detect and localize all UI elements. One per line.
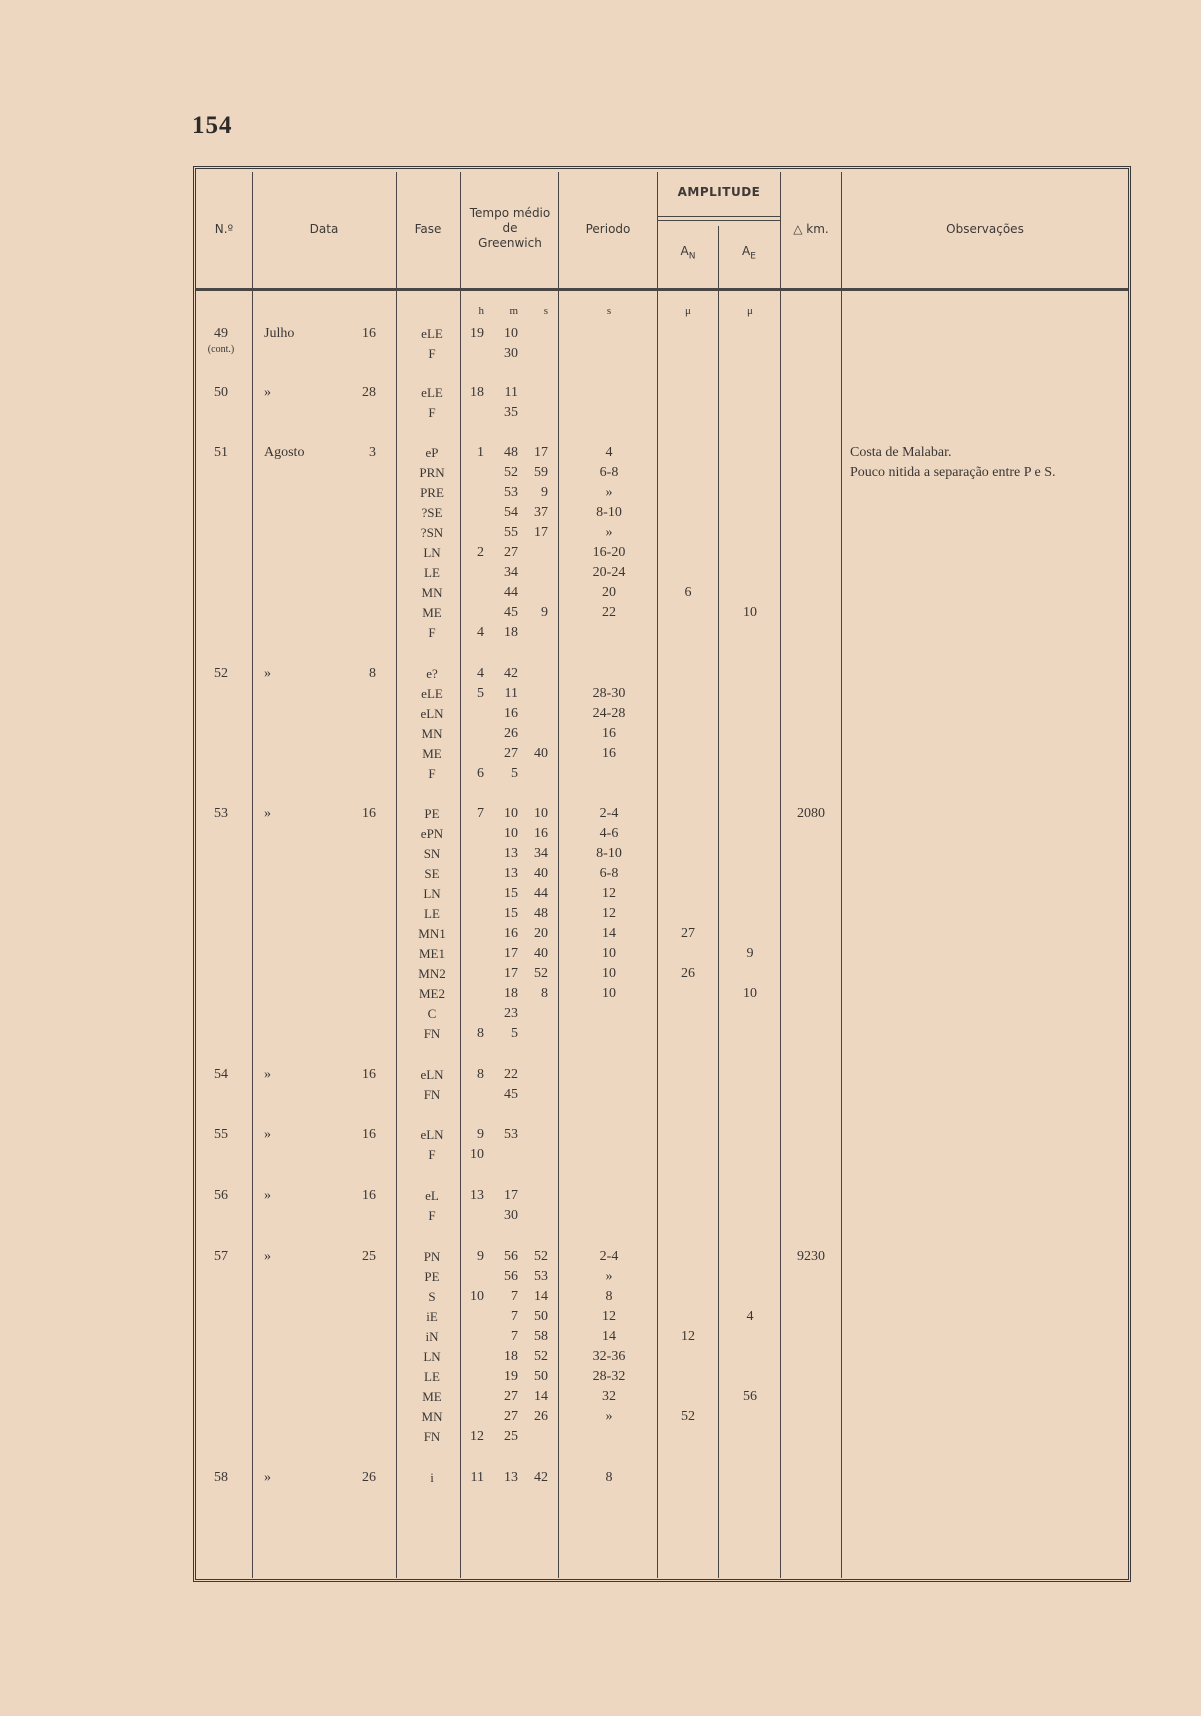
row-periodo: 12	[602, 1309, 616, 1324]
row-fase: S	[428, 1289, 436, 1304]
row-minutes: 11	[504, 686, 518, 701]
row-minutes: 15	[504, 906, 518, 921]
row-fase: F	[428, 1147, 436, 1162]
row-hours: 7	[477, 806, 484, 821]
row-amplitude-e: 9	[746, 946, 754, 961]
row-minutes: 27	[504, 1389, 518, 1404]
row-day: 16	[362, 326, 376, 341]
row-number: 53	[214, 806, 228, 821]
row-number: 51	[214, 445, 228, 460]
row-hours: 9	[477, 1127, 484, 1142]
row-fase: F	[428, 1208, 436, 1223]
row-seconds: 42	[534, 1470, 548, 1485]
row-minutes: 7	[511, 1289, 518, 1304]
row-month: »	[264, 1249, 271, 1264]
row-fase: e?	[426, 666, 438, 681]
row-minutes: 7	[511, 1309, 518, 1324]
row-seconds: 37	[534, 505, 548, 520]
row-minutes: 48	[504, 445, 518, 460]
row-day: 16	[362, 1127, 376, 1142]
row-fase: PE	[424, 806, 440, 821]
row-hours: 13	[470, 1188, 484, 1203]
row-minutes: 56	[504, 1249, 518, 1264]
row-minutes: 45	[504, 605, 518, 620]
row-periodo: 8-10	[596, 505, 622, 520]
row-minutes: 5	[511, 766, 518, 781]
row-month: »	[264, 1470, 271, 1485]
row-seconds: 58	[534, 1329, 548, 1344]
row-minutes: 11	[504, 385, 518, 400]
col-rule-data	[252, 172, 253, 1578]
unit-s: s	[543, 305, 548, 317]
row-hours: 4	[477, 666, 484, 681]
row-minutes: 18	[504, 986, 518, 1001]
header-obs: Observações	[946, 222, 1024, 236]
row-minutes: 52	[504, 465, 518, 480]
col-rule-km	[780, 172, 781, 1578]
row-periodo: »	[605, 1269, 613, 1284]
row-minutes: 45	[504, 1087, 518, 1102]
row-distance-km: 2080	[797, 806, 825, 821]
row-periodo: 32	[602, 1389, 616, 1404]
row-minutes: 19	[504, 1369, 518, 1384]
row-fase: eLN	[420, 1067, 444, 1082]
row-minutes: 27	[504, 1409, 518, 1424]
row-minutes: 13	[504, 1470, 518, 1485]
row-minutes: 17	[504, 946, 518, 961]
row-seconds: 34	[534, 846, 548, 861]
header-ae: $A_E$	[742, 244, 756, 262]
row-number: 56	[214, 1188, 228, 1203]
row-periodo: 14	[602, 926, 616, 941]
amplitude-rule	[657, 216, 780, 217]
row-seconds: 20	[534, 926, 548, 941]
col-rule-ae	[718, 226, 719, 1578]
row-periodo: 8	[605, 1289, 613, 1304]
row-fase: LE	[424, 906, 440, 921]
row-minutes: 42	[504, 666, 518, 681]
row-seconds: 52	[534, 966, 548, 981]
row-periodo: »	[605, 485, 613, 500]
row-amplitude-n: 52	[681, 1409, 695, 1424]
row-day: 25	[362, 1249, 376, 1264]
header-tempo-3: Greenwich	[478, 236, 542, 250]
row-minutes: 30	[504, 346, 518, 361]
table-frame	[193, 166, 1131, 1582]
row-month: »	[264, 385, 271, 400]
row-minutes: 13	[504, 866, 518, 881]
row-seconds: 17	[534, 525, 548, 540]
row-minutes: 17	[504, 1188, 518, 1203]
row-fase: C	[427, 1006, 437, 1021]
row-seconds: 53	[534, 1269, 548, 1284]
row-hours: 18	[470, 385, 484, 400]
row-number: 49	[214, 326, 228, 341]
row-seconds: 9	[541, 605, 548, 620]
row-periodo: 2-4	[599, 806, 619, 821]
row-hours: 8	[477, 1067, 484, 1082]
row-fase: ?SN	[420, 525, 444, 540]
row-fase: eLE	[421, 686, 443, 701]
row-seconds: 59	[534, 465, 548, 480]
row-periodo: 14	[602, 1329, 616, 1344]
row-fase: PE	[424, 1269, 440, 1284]
row-hours: 4	[477, 625, 484, 640]
row-fase: MN1	[418, 926, 446, 941]
row-hours: 11	[470, 1470, 484, 1485]
row-seconds: 48	[534, 906, 548, 921]
row-month: »	[264, 1188, 271, 1203]
row-fase: ME2	[419, 986, 445, 1001]
row-hours: 1	[477, 445, 484, 460]
row-minutes: 27	[504, 746, 518, 761]
row-minutes: 13	[504, 846, 518, 861]
row-minutes: 54	[504, 505, 518, 520]
header-km: △ km.	[793, 222, 829, 236]
row-seconds: 44	[534, 886, 548, 901]
row-fase: FN	[423, 1026, 441, 1041]
header-tempo-2: de	[502, 221, 518, 235]
row-hours: 2	[477, 545, 484, 560]
row-number: 52	[214, 666, 228, 681]
row-periodo: 28-32	[592, 1369, 626, 1384]
row-distance-km: 9230	[797, 1249, 825, 1264]
row-periodo: 4-6	[599, 826, 619, 841]
row-amplitude-e: 4	[746, 1309, 754, 1324]
row-amplitude-n: 27	[681, 926, 695, 941]
row-number: 55	[214, 1127, 228, 1142]
row-periodo: 6-8	[599, 465, 619, 480]
row-fase: eLN	[420, 1127, 444, 1142]
row-minutes: 23	[504, 1006, 518, 1021]
row-fase: ePN	[420, 826, 444, 841]
row-minutes: 53	[504, 485, 518, 500]
row-periodo: 2-4	[599, 1249, 619, 1264]
row-minutes: 17	[504, 966, 518, 981]
row-periodo: 8	[605, 1470, 613, 1485]
row-fase: MN	[421, 726, 443, 741]
row-fase: MN	[421, 1409, 443, 1424]
row-minutes: 22	[504, 1067, 518, 1082]
row-seconds: 8	[541, 986, 548, 1001]
row-day: 16	[362, 1188, 376, 1203]
row-day: 16	[362, 1067, 376, 1082]
row-hours: 6	[477, 766, 484, 781]
row-amplitude-n: 12	[681, 1329, 695, 1344]
row-seconds: 40	[534, 866, 548, 881]
row-fase: LN	[423, 545, 441, 560]
row-minutes: 35	[504, 405, 518, 420]
header-amplitude: AMPLITUDE	[677, 185, 761, 199]
row-month: »	[264, 1067, 271, 1082]
row-minutes: 18	[504, 1349, 518, 1364]
row-month: Julho	[264, 326, 295, 341]
row-amplitude-e: 10	[743, 605, 757, 620]
row-periodo: 12	[602, 906, 616, 921]
row-day: 8	[369, 666, 376, 681]
row-fase: LN	[423, 1349, 441, 1364]
row-periodo: 8-10	[596, 846, 622, 861]
row-minutes: 30	[504, 1208, 518, 1223]
row-fase: SN	[423, 846, 441, 861]
row-minutes: 16	[504, 706, 518, 721]
row-month: »	[264, 1127, 271, 1142]
row-seconds: 14	[534, 1289, 548, 1304]
row-fase: LN	[423, 886, 441, 901]
row-minutes: 18	[504, 625, 518, 640]
row-hours: 9	[477, 1249, 484, 1264]
row-fase: eP	[425, 445, 439, 460]
row-fase: LE	[424, 565, 440, 580]
row-minutes: 56	[504, 1269, 518, 1284]
row-periodo: 16	[602, 726, 616, 741]
row-minutes: 34	[504, 565, 518, 580]
row-fase: i	[430, 1470, 434, 1485]
col-rule-obs	[841, 172, 842, 1578]
header-no: N.º	[214, 222, 234, 236]
row-minutes: 26	[504, 726, 518, 741]
row-periodo: 22	[602, 605, 616, 620]
row-hours: 10	[470, 1289, 484, 1304]
row-fase: MN2	[418, 966, 446, 981]
row-fase: eLE	[421, 326, 443, 341]
row-hours: 5	[477, 686, 484, 701]
row-periodo: 6-8	[599, 866, 619, 881]
row-seconds: 26	[534, 1409, 548, 1424]
row-fase: F	[428, 766, 436, 781]
row-seconds: 14	[534, 1389, 548, 1404]
row-periodo: 20-24	[592, 565, 626, 580]
row-fase: FN	[423, 1087, 441, 1102]
row-seconds: 16	[534, 826, 548, 841]
row-observacao: Costa de Malabar.	[850, 445, 952, 460]
row-day: 3	[369, 445, 376, 460]
row-observacao: Pouco nitida a separação entre P e S.	[850, 465, 1056, 480]
row-amplitude-e: 10	[743, 986, 757, 1001]
row-hours: 19	[470, 326, 484, 341]
row-fase: iE	[426, 1309, 438, 1324]
row-fase: eLN	[420, 706, 444, 721]
unit-an: μ	[685, 305, 691, 317]
row-periodo: 16-20	[592, 545, 626, 560]
row-month: »	[264, 806, 271, 821]
unit-ae: μ	[747, 305, 753, 317]
col-rule-fase	[396, 172, 397, 1578]
row-seconds: 9	[541, 485, 548, 500]
row-seconds: 40	[534, 946, 548, 961]
row-periodo: 28-30	[592, 686, 626, 701]
row-periodo: »	[605, 1409, 613, 1424]
row-seconds: 50	[534, 1369, 548, 1384]
row-hours: 12	[470, 1429, 484, 1444]
row-minutes: 44	[504, 585, 518, 600]
row-fase: PRN	[419, 465, 445, 480]
row-seconds: 52	[534, 1249, 548, 1264]
row-periodo: 10	[602, 966, 616, 981]
row-periodo: »	[605, 525, 613, 540]
row-fase: eLE	[421, 385, 443, 400]
row-day: 16	[362, 806, 376, 821]
page-number: 154	[192, 112, 233, 139]
row-periodo: 16	[602, 746, 616, 761]
row-minutes: 25	[504, 1429, 518, 1444]
row-fase: SE	[424, 866, 440, 881]
row-minutes: 7	[511, 1329, 518, 1344]
row-fase: PRE	[420, 485, 444, 500]
row-periodo: 4	[605, 445, 613, 460]
row-number: 57	[214, 1249, 228, 1264]
row-seconds: 17	[534, 445, 548, 460]
header-fase: Fase	[414, 222, 442, 236]
row-fase: ME	[422, 1389, 442, 1404]
row-hours: 8	[477, 1026, 484, 1041]
row-seconds: 40	[534, 746, 548, 761]
row-periodo: 10	[602, 946, 616, 961]
row-minutes: 10	[504, 326, 518, 341]
unit-h: h	[478, 305, 484, 317]
row-fase: F	[428, 346, 436, 361]
row-month: »	[264, 666, 271, 681]
row-continued-note: (cont.)	[207, 344, 235, 355]
unit-periodo: s	[606, 305, 612, 317]
row-minutes: 55	[504, 525, 518, 540]
row-minutes: 16	[504, 926, 518, 941]
row-fase: F	[428, 405, 436, 420]
row-minutes: 53	[504, 1127, 518, 1142]
header-tempo-1: Tempo médio	[469, 206, 551, 220]
row-hours: 10	[470, 1147, 484, 1162]
header-an: $A_N$	[680, 244, 696, 262]
header-rule	[196, 288, 1128, 291]
unit-m: m	[509, 305, 518, 317]
row-seconds: 52	[534, 1349, 548, 1364]
row-month: Agosto	[264, 445, 305, 460]
row-fase: ME	[422, 605, 442, 620]
row-minutes: 10	[504, 806, 518, 821]
row-minutes: 5	[511, 1026, 518, 1041]
row-number: 54	[214, 1067, 228, 1082]
row-number: 50	[214, 385, 228, 400]
row-seconds: 50	[534, 1309, 548, 1324]
row-number: 58	[214, 1470, 228, 1485]
row-fase: MN	[421, 585, 443, 600]
row-minutes: 27	[504, 545, 518, 560]
row-amplitude-n: 6	[684, 585, 692, 600]
col-rule-periodo	[558, 172, 559, 1578]
row-fase: LE	[424, 1369, 440, 1384]
row-fase: ?SE	[421, 505, 443, 520]
row-day: 28	[362, 385, 376, 400]
row-fase: PN	[423, 1249, 441, 1264]
row-periodo: 10	[602, 986, 616, 1001]
row-periodo: 24-28	[592, 706, 626, 721]
row-amplitude-e: 56	[743, 1389, 757, 1404]
col-rule-an	[657, 172, 658, 1578]
row-minutes: 10	[504, 826, 518, 841]
row-fase: iN	[425, 1329, 439, 1344]
row-fase: FN	[423, 1429, 441, 1444]
header-periodo: Periodo	[585, 222, 631, 236]
row-periodo: 20	[602, 585, 616, 600]
row-amplitude-n: 26	[681, 966, 695, 981]
row-minutes: 15	[504, 886, 518, 901]
row-seconds: 10	[534, 806, 548, 821]
row-fase: eL	[425, 1188, 439, 1203]
row-periodo: 32-36	[592, 1349, 626, 1364]
row-periodo: 12	[602, 886, 616, 901]
amplitude-rule-2	[657, 220, 780, 221]
row-fase: ME	[422, 746, 442, 761]
row-day: 26	[362, 1470, 376, 1485]
row-fase: F	[428, 625, 436, 640]
header-data: Data	[309, 222, 339, 236]
row-fase: ME1	[419, 946, 445, 961]
